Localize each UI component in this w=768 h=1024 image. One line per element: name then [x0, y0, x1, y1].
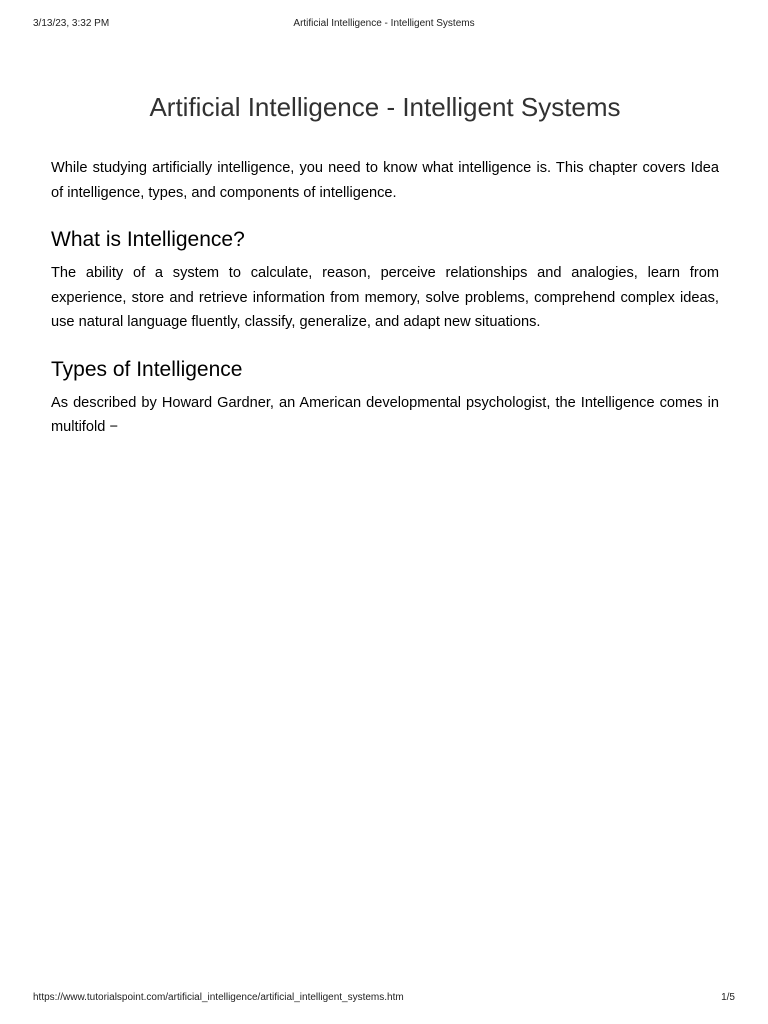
section-body-types-of-intelligence: As described by Howard Gardner, an American developmental psychologist, the Intelligence comes in multifold − — [51, 394, 719, 435]
print-footer — [33, 992, 735, 1006]
print-datetime: 3/13/23, 3:32 PM — [33, 18, 110, 29]
page-number: 1/5 — [721, 992, 735, 1003]
source-url: https://www.tutorialspoint.com/artificial_intelligence/artificial_intelligent_systems.htm — [33, 992, 404, 1003]
intro-paragraph: While studying artificially intelligence, you need to know what intelligence is. This chapter covers Idea of intelligence, types, and components of intelligence. — [51, 160, 719, 201]
print-header-title: Artificial Intelligence - Intelligent Systems — [293, 18, 475, 29]
section-heading-types-of-intelligence: Types of Intelligence — [51, 357, 243, 381]
article-content — [51, 90, 719, 462]
print-header — [33, 18, 735, 32]
section-heading-what-is-intelligence: What is Intelligence? — [51, 228, 245, 251]
page-title: Artificial Intelligence - Intelligent Systems — [149, 92, 621, 122]
section-body-what-is-intelligence: The ability of a system to calculate, reason, perceive relationships and analogies, learn from experience, store and retrieve information from memory, solve problems, comprehend complex ideas, use natural language fluently, classify, generalize, and adapt new situations. — [51, 265, 719, 330]
